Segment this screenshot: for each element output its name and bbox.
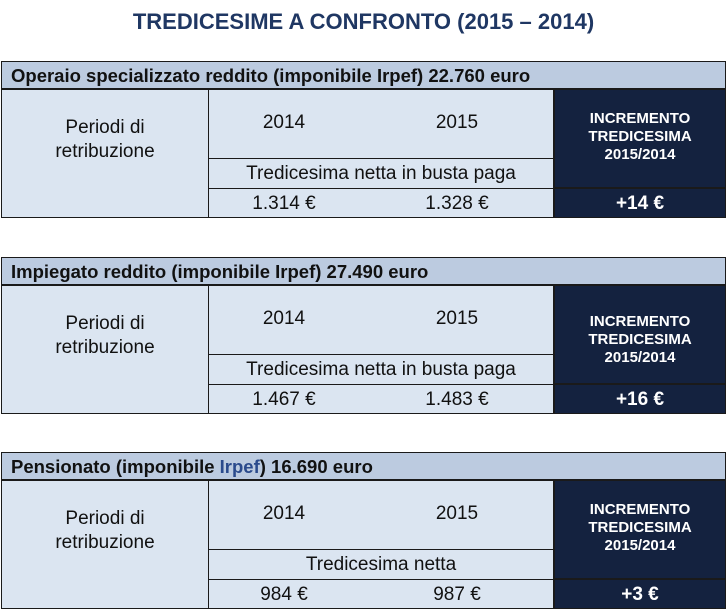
periodi-cell [1, 285, 209, 414]
incremento-line2: TREDICESIMA [588, 331, 692, 348]
value-2015: 1.483 € [425, 389, 489, 410]
values-row [208, 188, 554, 218]
incremento-label [554, 89, 726, 188]
year-2014: 2014 [262, 308, 306, 329]
values-row [208, 579, 554, 609]
incremento-line2: TREDICESIMA [588, 519, 692, 536]
values-row [208, 384, 554, 414]
incremento-value: +16 € [554, 384, 726, 414]
periodi-cell [1, 480, 209, 609]
header-text-b: ) 27.490 euro [315, 261, 429, 282]
header-text-b: ) 16.690 euro [259, 456, 373, 477]
page-title: TREDICESIME A CONFRONTO (2015 – 2014) [132, 9, 595, 34]
incremento-value: +3 € [554, 579, 726, 609]
tredicesima-label: Tredicesima netta [208, 549, 554, 580]
incremento-line3: 2015/2014 [604, 537, 676, 554]
years-cell [208, 285, 554, 355]
table-pensionato [1, 452, 726, 610]
incremento-label [554, 480, 726, 579]
periodi-label-line1: Periodi di [65, 313, 145, 334]
incremento-value: +14 € [554, 188, 726, 218]
value-2015: 987 € [433, 584, 481, 605]
table-header [1, 452, 726, 480]
value-2014: 1.467 € [252, 389, 316, 410]
year-2014: 2014 [262, 503, 306, 524]
incremento-line3: 2015/2014 [604, 349, 676, 366]
header-text-irpef: Irpef [219, 456, 260, 477]
table-header [1, 61, 726, 89]
tredicesima-label: Tredicesima netta in busta paga [208, 354, 554, 385]
periodi-label-line2: retribuzione [55, 532, 155, 553]
value-2014: 984 € [260, 584, 308, 605]
table-impiegato [1, 257, 726, 415]
incremento-line3: 2015/2014 [604, 146, 676, 163]
header-text-a: Operaio specializzato reddito (imponibile [11, 65, 377, 86]
table-operaio [1, 61, 726, 219]
incremento-line1: INCREMENTO [589, 313, 691, 330]
incremento-line1: INCREMENTO [589, 501, 691, 518]
header-text-a: Pensionato (imponibile [11, 456, 220, 477]
value-2015: 1.328 € [425, 193, 489, 214]
header-text-irpef: Irpef [275, 261, 316, 282]
year-2015: 2015 [435, 503, 479, 524]
value-2014: 1.314 € [252, 193, 316, 214]
incremento-label [554, 285, 726, 384]
periodi-label-line2: retribuzione [55, 141, 155, 162]
year-2014: 2014 [262, 112, 306, 133]
years-cell [208, 480, 554, 550]
periodi-cell [1, 89, 209, 218]
year-2015: 2015 [435, 112, 479, 133]
periodi-label-line1: Periodi di [65, 508, 145, 529]
table-header [1, 257, 726, 285]
header-text-irpef: Irpef [376, 65, 418, 86]
periodi-label-line2: retribuzione [55, 337, 155, 358]
incremento-line2: TREDICESIMA [588, 128, 692, 145]
header-text-a: Impiegato reddito (imponibile [11, 261, 276, 282]
year-2015: 2015 [435, 308, 479, 329]
incremento-line1: INCREMENTO [589, 110, 691, 127]
periodi-label-line1: Periodi di [65, 117, 145, 138]
header-text-b: ) 22.760 euro [417, 65, 531, 86]
tredicesima-label: Tredicesima netta in busta paga [208, 158, 554, 189]
years-cell [208, 89, 554, 159]
